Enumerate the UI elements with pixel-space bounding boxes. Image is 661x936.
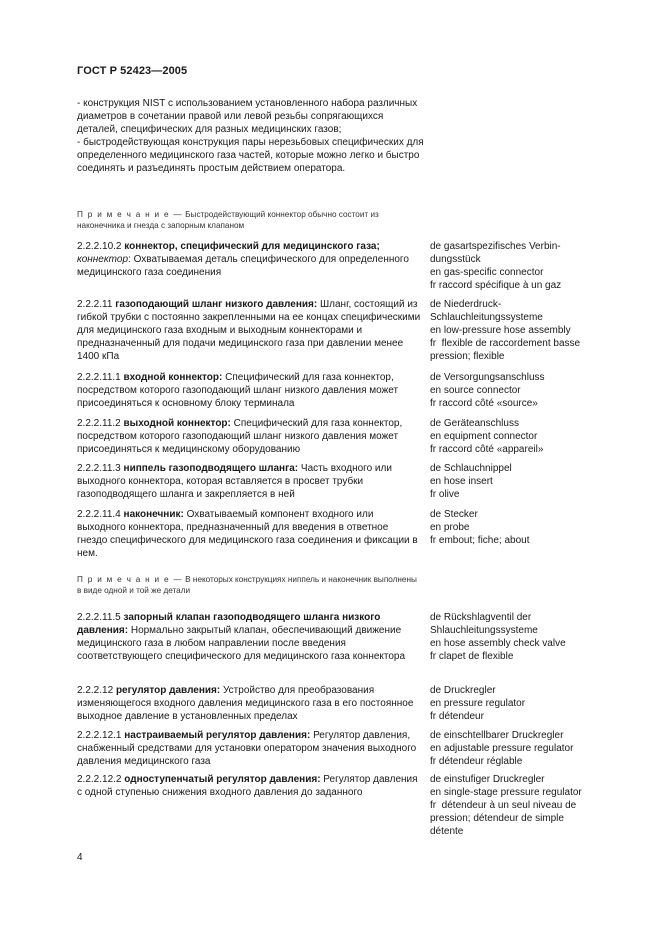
term-number: 2.2.2.11 xyxy=(77,299,113,310)
term-body: Специфический для газа коннектор, посредством которого газоподающий шланг низкого давления может присоединяться к основному блоку терминала xyxy=(77,372,399,409)
term-number: 2.2.2.11.5 xyxy=(77,612,121,623)
note-text: В некоторых конструкциях ниппель и наконечник выполнены в виде одной и той же детали xyxy=(77,575,417,595)
term-fr-cont: pression; flexible xyxy=(430,350,505,362)
term-translations xyxy=(430,509,645,548)
term-en: en equipment connector xyxy=(430,430,538,442)
term-en: en hose assembly check valve xyxy=(430,637,566,649)
term-translations xyxy=(430,418,645,457)
term-de: de Stecker xyxy=(430,509,478,520)
term-de: de Druckregler xyxy=(430,685,496,696)
term-definition xyxy=(77,730,421,769)
term-name: регулятор давления: xyxy=(115,685,221,696)
term-definition xyxy=(77,509,421,561)
term-translations xyxy=(430,774,645,839)
term-alt-name: коннектор xyxy=(77,253,129,265)
term-translations xyxy=(430,612,645,664)
term-definition xyxy=(77,241,421,280)
term-body: Регулятор давления с одной ступенью снижения входного давления до заданного xyxy=(77,774,418,798)
term-definition xyxy=(77,612,421,664)
term-fr: fr raccord spécifique à un gaz xyxy=(430,279,562,291)
term-fr-cont: détente xyxy=(430,825,464,837)
term-body: Шланг, состоящий из гибкой трубки с постоянно закрепленными на ее концах специфическими для медицинского газа входным и выходным коннекторами и предназначенный для подачи медицинского газа при давлении менее 1400 кПа xyxy=(77,299,421,362)
term-en: en gas-specific connector xyxy=(430,266,544,278)
term-definition xyxy=(77,685,421,724)
intro-list xyxy=(77,98,425,175)
term-number: 2.2.2.11.1 xyxy=(77,372,121,383)
term-en: en low-pressure hose assembly xyxy=(430,324,571,336)
term-number: 2.2.2.11.4 xyxy=(77,509,121,520)
term-name: ниппель газоподводящего шланга: xyxy=(123,463,299,474)
term-de-cont: dungsstück xyxy=(430,253,481,265)
term-fr: fr détendeur xyxy=(430,710,484,722)
term-body: Часть входного или выходного коннектора, которая вставляется в просвет трубки газоподводящего шланга и закрепляется в ней xyxy=(77,463,392,500)
term-name: коннектор, специфический для медицинского газа; xyxy=(124,241,380,252)
term-de: de einschtellbarer Druckregler xyxy=(430,730,564,741)
term-de: de Geräteanschluss xyxy=(430,418,519,429)
term-en: en source connector xyxy=(430,384,521,396)
term-de: de einstufiger Druckregler xyxy=(430,774,545,785)
term-number: 2.2.2.12.2 xyxy=(77,774,122,785)
term-en: en hose insert xyxy=(430,475,493,487)
intro-item-nist: - конструкция NIST с использованием установленного набора различных диаметров в сочетании правой или левой резьбы сопрягающихся деталей, специфических для разных медицинских газов; xyxy=(77,98,418,135)
term-translations xyxy=(430,241,645,293)
term-name: газоподающий шланг низкого давления: xyxy=(115,299,318,310)
term-en: en probe xyxy=(430,521,470,533)
term-name: запорный клапан газоподводящего шланга низкого давления: xyxy=(77,612,381,636)
term-fr-cont: pression; détendeur de simple xyxy=(430,812,564,824)
term-body: Охватываемый компонент входного или выходного коннектора, предназначенный для введения в ответное гнездо специфического для медицинского газа соединения и фиксации в нем. xyxy=(77,509,418,559)
term-definition xyxy=(77,372,421,411)
term-definition xyxy=(77,418,421,457)
term-fr: fr détendeur réglable xyxy=(430,755,523,767)
term-translations xyxy=(430,463,645,502)
note xyxy=(77,210,417,231)
term-fr: fr détendeur à un seul niveau de xyxy=(430,799,577,811)
term-number: 2.2.2.12 xyxy=(77,685,114,696)
term-fr: fr clapet de flexible xyxy=(430,650,514,662)
term-number: 2.2.2.11.2 xyxy=(77,418,121,429)
note-text: Быстродействующий коннектор обычно состоит из наконечника и гнезда с запорным клапаном xyxy=(77,210,379,230)
term-definition xyxy=(77,774,421,800)
intro-item-quick-connect: - быстродействующая конструкция пары нерезьбовых специфических для определенного медицинского газа частей, которые можно легко и быстро соединять и разъединять простым действием оператора. xyxy=(77,136,424,174)
term-de-cont: Shlauchleitungssysteme xyxy=(430,624,538,636)
note-label: П р и м е ч а н и е — xyxy=(77,575,183,584)
term-en: en single-stage pressure regulator xyxy=(430,786,582,798)
term-de: de Niederdruck- xyxy=(430,299,502,310)
term-fr: fr flexible de raccordement basse xyxy=(430,337,581,349)
term-number: 2.2.2.11.3 xyxy=(77,463,121,474)
term-de: de Versorgungsanschluss xyxy=(430,372,545,383)
term-number: 2.2.2.10.2 xyxy=(77,241,122,252)
term-translations xyxy=(430,730,645,769)
term-name: выходной коннектор: xyxy=(123,418,231,429)
term-body: Регулятор давления, снабженный средствами для установки оператором значения выходного давления медицинского газа xyxy=(77,730,417,767)
term-definition xyxy=(77,463,421,502)
term-translations xyxy=(430,685,645,724)
term-fr: fr olive xyxy=(430,488,460,500)
term-fr: fr embout; fiche; about xyxy=(430,534,530,546)
term-de: de Rückshlagventil der xyxy=(430,612,532,623)
term-de: de gasartspezifisches Verbin- xyxy=(430,241,561,252)
document-header: ГОСТ Р 52423—2005 xyxy=(77,65,188,77)
term-number: 2.2.2.12.1 xyxy=(77,730,122,741)
term-en: en adjustable pressure regulator xyxy=(430,742,574,754)
term-fr: fr raccord côté «appareil» xyxy=(430,443,544,455)
term-name: настраиваемый регулятор давления: xyxy=(124,730,311,741)
term-body: Нормально закрытый клапан, обеспечивающий движение медицинского газа в любом направлении после введения соответствующего специфического для медицинского газа коннектора xyxy=(77,624,406,662)
term-definition xyxy=(77,299,421,364)
term-de-cont: Schlauchleitungssysteme xyxy=(430,311,543,323)
term-name: одноступенчатый регулятор давления: xyxy=(124,774,321,785)
term-fr: fr raccord côté «source» xyxy=(430,397,538,409)
term-name: входной коннектор: xyxy=(123,372,223,383)
term-body: : Охватываемая деталь специфического для определенного медицинского газа соединения xyxy=(77,253,409,278)
term-de: de Schlauchnippel xyxy=(430,463,512,474)
term-translations xyxy=(430,372,645,411)
term-body: Специфический для газа коннектор, посредством которого газоподающий шланг низкого давления может присоединяться к медицинскому оборудованию xyxy=(77,418,403,455)
page-number: 4 xyxy=(77,852,83,863)
note-label: П р и м е ч а н и е — xyxy=(77,210,183,219)
term-translations xyxy=(430,299,645,364)
term-body: Устройство для преобразования изменяющегося входного давления медицинского газа в его постоянное выходное давление в установленных пределах xyxy=(77,685,414,722)
term-en: en pressure regulator xyxy=(430,697,526,709)
term-name: наконечник: xyxy=(123,509,184,520)
note xyxy=(77,575,417,596)
